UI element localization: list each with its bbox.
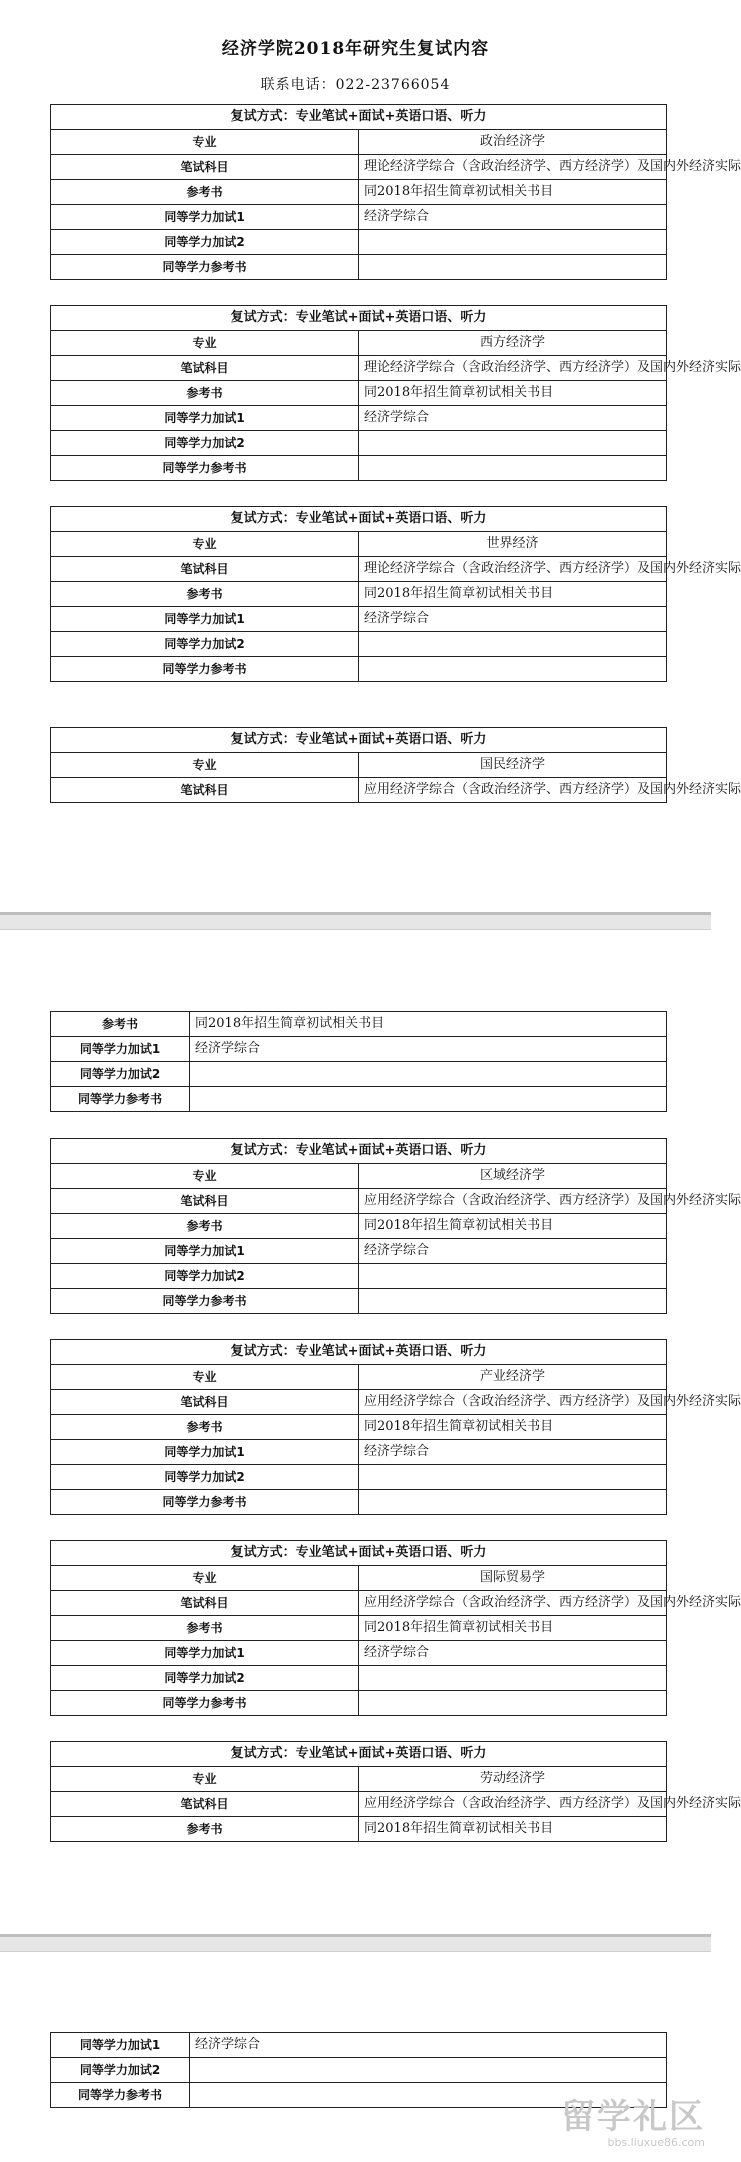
label-extra1: 同等学力加试1 xyxy=(51,205,359,230)
label-extra2: 同等学力加试2 xyxy=(51,1062,190,1087)
extra-ref-value xyxy=(359,1289,667,1314)
major-name: 政治经济学 xyxy=(359,130,667,155)
label-written: 笔试科目 xyxy=(51,155,359,180)
label-reference: 参考书 xyxy=(51,1817,359,1842)
label-extra-ref: 同等学力参考书 xyxy=(51,657,359,682)
extra-ref-value xyxy=(359,1691,667,1716)
extra1-value: 经济学综合 xyxy=(359,1440,667,1465)
label-extra1: 同等学力加试1 xyxy=(51,1440,359,1465)
written-subject: 理论经济学综合（含政治经济学、西方经济学）及国内外经济实际 xyxy=(359,557,667,582)
major-name: 国民经济学 xyxy=(359,753,667,778)
extra1-value: 经济学综合 xyxy=(359,1239,667,1264)
extra-ref-value xyxy=(359,1490,667,1515)
written-subject: 应用经济学综合（含政治经济学、西方经济学）及国内外经济实际 xyxy=(359,1390,667,1415)
label-extra1: 同等学力加试1 xyxy=(51,607,359,632)
label-extra-ref: 同等学力参考书 xyxy=(51,1087,190,1112)
label-extra-ref: 同等学力参考书 xyxy=(51,1490,359,1515)
label-written: 笔试科目 xyxy=(51,356,359,381)
reference-books: 同2018年招生简章初试相关书目 xyxy=(359,381,667,406)
reference-books: 同2018年招生简章初试相关书目 xyxy=(359,1415,667,1440)
label-extra2: 同等学力加试2 xyxy=(51,1264,359,1289)
label-major: 专业 xyxy=(51,1767,359,1792)
major-table-western-economics xyxy=(50,305,741,481)
label-extra2: 同等学力加试2 xyxy=(51,2058,190,2083)
method-header: 复试方式：专业笔试+面试+英语口语、听力 xyxy=(51,1340,667,1365)
extra2-value xyxy=(359,1264,667,1289)
label-extra1: 同等学力加试1 xyxy=(51,1037,190,1062)
label-written: 笔试科目 xyxy=(51,557,359,582)
label-written: 笔试科目 xyxy=(51,1792,359,1817)
label-extra2: 同等学力加试2 xyxy=(51,230,359,255)
extra2-value xyxy=(359,1666,667,1691)
reference-books: 同2018年招生简章初试相关书目 xyxy=(359,180,667,205)
method-header: 复试方式：专业笔试+面试+英语口语、听力 xyxy=(51,1742,667,1767)
major-table-international-trade xyxy=(50,1540,741,1716)
label-extra-ref: 同等学力参考书 xyxy=(51,1691,359,1716)
extra2-value xyxy=(359,431,667,456)
major-name: 区域经济学 xyxy=(359,1164,667,1189)
label-major: 专业 xyxy=(51,753,359,778)
extra2-value xyxy=(359,632,667,657)
label-major: 专业 xyxy=(51,331,359,356)
extra1-value: 经济学综合 xyxy=(359,1641,667,1666)
label-reference: 参考书 xyxy=(51,1616,359,1641)
method-header: 复试方式：专业笔试+面试+英语口语、听力 xyxy=(51,728,667,753)
label-reference: 参考书 xyxy=(51,582,359,607)
label-major: 专业 xyxy=(51,532,359,557)
major-name: 劳动经济学 xyxy=(359,1767,667,1792)
label-extra1: 同等学力加试1 xyxy=(51,2033,190,2058)
written-subject: 理论经济学综合（含政治经济学、西方经济学）及国内外经济实际 xyxy=(359,356,667,381)
label-reference: 参考书 xyxy=(51,1214,359,1239)
method-header: 复试方式：专业笔试+面试+英语口语、听力 xyxy=(51,105,667,130)
site-watermark xyxy=(535,2098,705,2156)
extra-ref-value xyxy=(359,456,667,481)
reference-books: 同2018年招生简章初试相关书目 xyxy=(359,1817,667,1842)
label-major: 专业 xyxy=(51,130,359,155)
label-extra1: 同等学力加试1 xyxy=(51,1239,359,1264)
major-table-national-economics xyxy=(50,727,741,803)
label-extra2: 同等学力加试2 xyxy=(51,431,359,456)
extra2-value xyxy=(359,230,667,255)
reference-books: 同2018年招生简章初试相关书目 xyxy=(359,1616,667,1641)
written-subject: 理论经济学综合（含政治经济学、西方经济学）及国内外经济实际 xyxy=(359,155,667,180)
major-table-regional-economics xyxy=(50,1138,741,1314)
watermark-logo: 留学礼区 xyxy=(561,2097,705,2137)
method-header: 复试方式：专业笔试+面试+英语口语、听力 xyxy=(51,1139,667,1164)
extra-ref-value xyxy=(359,255,667,280)
label-written: 笔试科目 xyxy=(51,778,359,803)
written-subject: 应用经济学综合（含政治经济学、西方经济学）及国内外经济实际 xyxy=(359,778,667,803)
major-name: 世界经济 xyxy=(359,532,667,557)
watermark-url: bbs.liuxue86.com xyxy=(607,2136,705,2149)
page-break xyxy=(0,1934,711,1952)
label-extra-ref: 同等学力参考书 xyxy=(51,456,359,481)
label-written: 笔试科目 xyxy=(51,1189,359,1214)
written-subject: 应用经济学综合（含政治经济学、西方经济学）及国内外经济实际 xyxy=(359,1792,667,1817)
label-extra-ref: 同等学力参考书 xyxy=(51,2083,190,2108)
label-reference: 参考书 xyxy=(51,381,359,406)
extra1-value: 经济学综合 xyxy=(359,205,667,230)
extra1-value: 经济学综合 xyxy=(190,1037,667,1062)
label-major: 专业 xyxy=(51,1164,359,1189)
method-header: 复试方式：专业笔试+面试+英语口语、听力 xyxy=(51,1541,667,1566)
major-name: 西方经济学 xyxy=(359,331,667,356)
label-written: 笔试科目 xyxy=(51,1390,359,1415)
extra1-value: 经济学综合 xyxy=(359,406,667,431)
label-extra2: 同等学力加试2 xyxy=(51,632,359,657)
label-extra-ref: 同等学力参考书 xyxy=(51,255,359,280)
extra2-value xyxy=(359,1465,667,1490)
major-table-industrial-economics xyxy=(50,1339,741,1515)
method-header: 复试方式：专业笔试+面试+英语口语、听力 xyxy=(51,507,667,532)
major-table-world-economy xyxy=(50,506,741,682)
extra-ref-value xyxy=(190,1087,667,1112)
extra1-value: 经济学综合 xyxy=(190,2033,667,2058)
reference-books: 同2018年招生简章初试相关书目 xyxy=(190,1012,667,1037)
label-extra1: 同等学力加试1 xyxy=(51,406,359,431)
page-break xyxy=(0,912,711,930)
label-extra-ref: 同等学力参考书 xyxy=(51,1289,359,1314)
extra2-value xyxy=(190,2058,667,2083)
label-reference: 参考书 xyxy=(51,180,359,205)
extra-ref-value xyxy=(359,657,667,682)
extra1-value: 经济学综合 xyxy=(359,607,667,632)
label-reference: 参考书 xyxy=(51,1012,190,1037)
label-extra2: 同等学力加试2 xyxy=(51,1666,359,1691)
label-major: 专业 xyxy=(51,1566,359,1591)
major-table-national-economics-continued xyxy=(50,1011,667,1112)
written-subject: 应用经济学综合（含政治经济学、西方经济学）及国内外经济实际 xyxy=(359,1591,667,1616)
major-name: 产业经济学 xyxy=(359,1365,667,1390)
major-name: 国际贸易学 xyxy=(359,1566,667,1591)
written-subject: 应用经济学综合（含政治经济学、西方经济学）及国内外经济实际 xyxy=(359,1189,667,1214)
major-table-labor-economics xyxy=(50,1741,741,1842)
extra2-value xyxy=(190,1062,667,1087)
label-extra2: 同等学力加试2 xyxy=(51,1465,359,1490)
major-table-political-economy xyxy=(50,104,741,280)
contact-phone: 联系电话：022-23766054 xyxy=(260,77,451,93)
label-reference: 参考书 xyxy=(51,1415,359,1440)
page-title: 经济学院2018年研究生复试内容 xyxy=(221,39,490,59)
reference-books: 同2018年招生简章初试相关书目 xyxy=(359,582,667,607)
label-major: 专业 xyxy=(51,1365,359,1390)
label-written: 笔试科目 xyxy=(51,1591,359,1616)
method-header: 复试方式：专业笔试+面试+英语口语、听力 xyxy=(51,306,667,331)
label-extra1: 同等学力加试1 xyxy=(51,1641,359,1666)
reference-books: 同2018年招生简章初试相关书目 xyxy=(359,1214,667,1239)
